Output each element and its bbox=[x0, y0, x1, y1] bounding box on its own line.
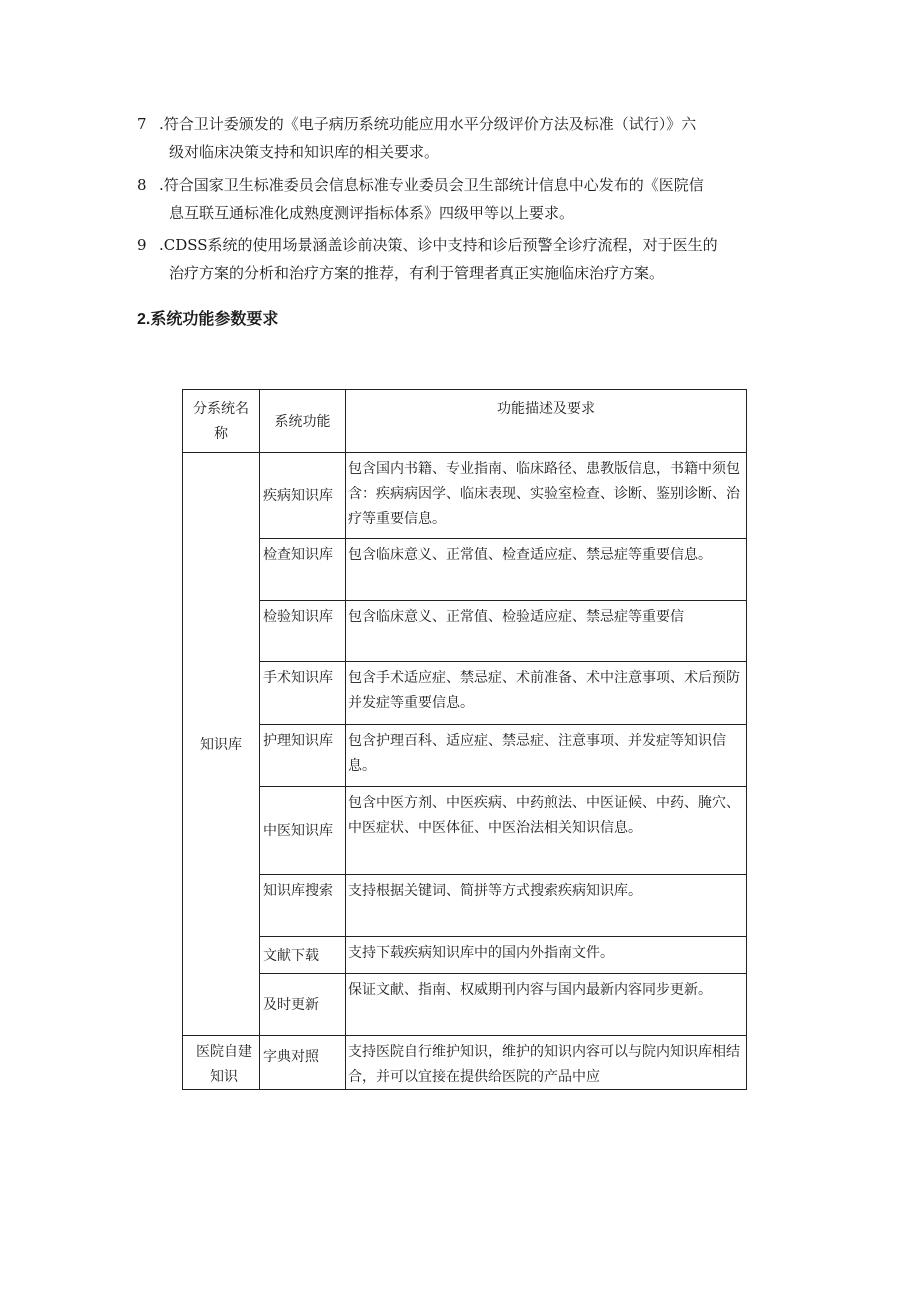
description-cell: 包含手术适应症、禁忌症、术前准备、术中注意事项、术后预防并发症等重要信息。 bbox=[346, 662, 747, 725]
item-number: 7 bbox=[137, 115, 147, 133]
function-cell: 知识库搜索 bbox=[260, 875, 346, 937]
function-cell: 手术知识库 bbox=[260, 662, 346, 725]
item-text-line2: 级对临床决策支持和知识库的相关要求。 bbox=[169, 143, 440, 161]
function-cell: 护理知识库 bbox=[260, 725, 346, 787]
item-text-line2: 治疗方案的分析和治疗方案的推荐，有利于管理者真正实施临床治疗方案。 bbox=[169, 264, 665, 282]
function-spec-table bbox=[182, 389, 747, 1090]
function-cell: 文献下载 bbox=[260, 937, 346, 974]
description-cell: 支持根据关键词、简拼等方式搜索疾病知识库。 bbox=[346, 875, 747, 937]
item-text-line1: .CDSS系统的使用场景涵盖诊前决策、诊中支持和诊后预警全诊疗流程，对于医生的 bbox=[159, 236, 718, 254]
function-cell: 疾病知识库 bbox=[260, 453, 346, 539]
function-cell: 检验知识库 bbox=[260, 601, 346, 662]
function-cell: 字典对照 bbox=[260, 1036, 346, 1090]
table-row bbox=[183, 601, 747, 662]
table-row bbox=[183, 937, 747, 974]
description-cell: 包含临床意义、正常值、检验适应症、禁忌症等重要信 bbox=[346, 601, 747, 662]
description-cell: 支持下载疾病知识库中的国内外指南文件。 bbox=[346, 937, 747, 974]
description-cell: 包含国内书籍、专业指南、临床路径、患教版信息，书籍中须包含：疾病病因学、临床表现、实验室检查、诊断、鉴别诊断、治疗等重要信息。 bbox=[346, 453, 747, 539]
subsystem-knowledge-base: 知识库 bbox=[183, 453, 260, 1036]
item-text-line2: 息互联互通标准化成熟度测评指标体系》四级甲等以上要求。 bbox=[169, 204, 575, 222]
table-row bbox=[183, 662, 747, 725]
item-text-line1: .符合卫计委颁发的《电子病历系统功能应用水平分级评价方法及标准（试行）》六 bbox=[159, 115, 697, 133]
subsystem-hospital-built-knowledge: 医院自建知识 bbox=[183, 1036, 260, 1090]
description-cell: 支持医院自行维护知识，维护的知识内容可以与院内知识库相结合，并可以宜接在提供给医院的产品中应 bbox=[346, 1036, 747, 1090]
function-cell: 检查知识库 bbox=[260, 539, 346, 601]
table-row bbox=[183, 453, 747, 539]
description-cell: 包含中医方剂、中医疾病、中药煎法、中医证候、中药、腌穴、中医症状、中医体征、中医治法相关知识信息。 bbox=[346, 787, 747, 875]
table-row bbox=[183, 974, 747, 1036]
description-cell: 包含临床意义、正常值、检查适应症、禁忌症等重要信息。 bbox=[346, 539, 747, 601]
item-number: 8 bbox=[137, 176, 147, 194]
header-subsystem-name: 分系统名称 bbox=[183, 390, 260, 453]
item-number: 9 bbox=[137, 236, 147, 254]
item-text-line1: .符合国家卫生标准委员会信息标准专业委员会卫生部统计信息中心发布的《医院信 bbox=[159, 176, 704, 194]
table-row bbox=[183, 1036, 747, 1090]
function-cell: 及时更新 bbox=[260, 974, 346, 1036]
header-function-description: 功能描述及要求 bbox=[346, 390, 747, 453]
section-heading: 2.系统功能参数要求 bbox=[137, 311, 279, 328]
table-header-row bbox=[183, 390, 747, 453]
header-system-function: 系统功能 bbox=[260, 390, 346, 453]
table-row bbox=[183, 725, 747, 787]
table-row bbox=[183, 787, 747, 875]
table-row bbox=[183, 539, 747, 601]
description-cell: 保证文献、指南、权威期刊内容与国内最新内容同步更新。 bbox=[346, 974, 747, 1036]
function-cell: 中医知识库 bbox=[260, 787, 346, 875]
description-cell: 包含护理百科、适应症、禁忌症、注意事项、并发症等知识信息。 bbox=[346, 725, 747, 787]
table-row bbox=[183, 875, 747, 937]
